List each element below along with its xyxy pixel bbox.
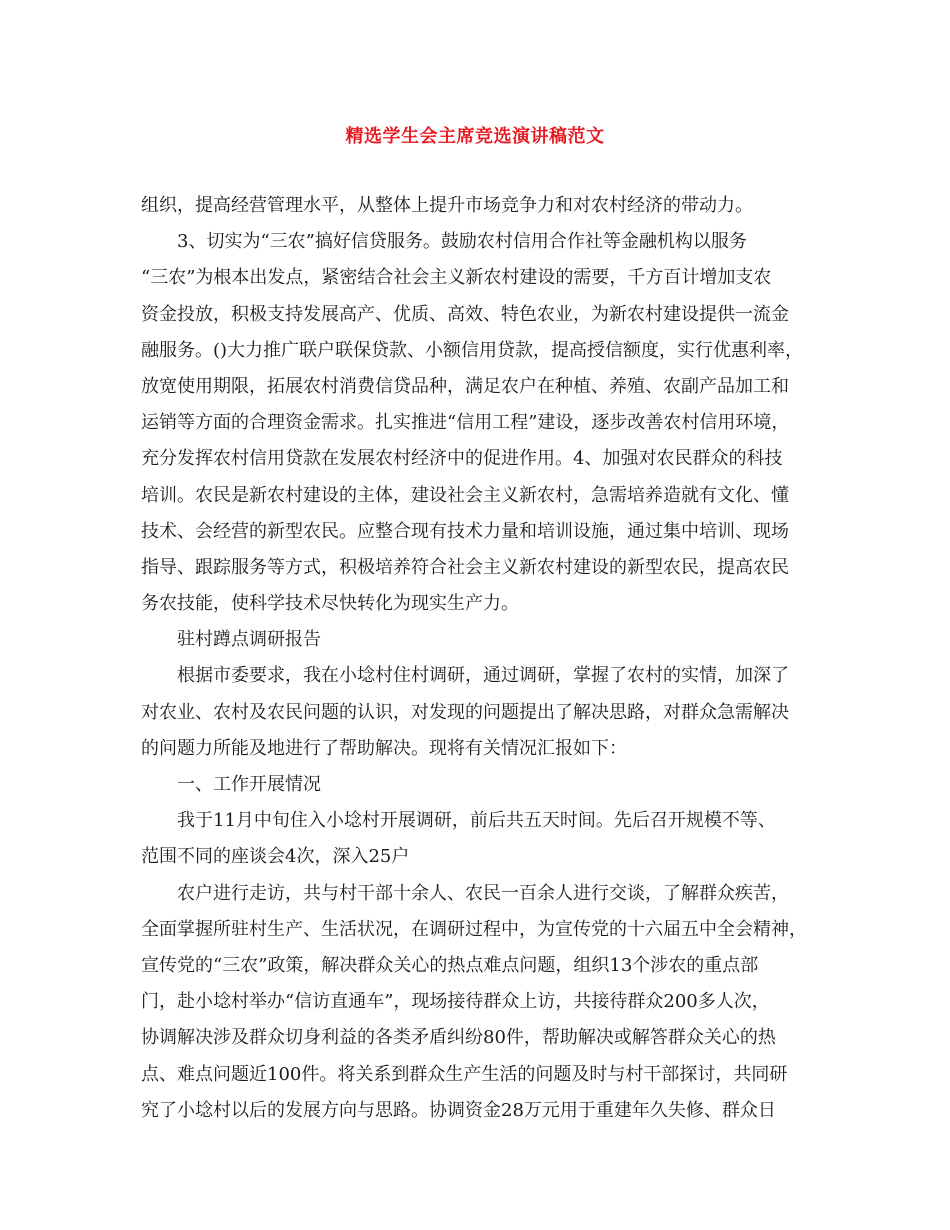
section-heading: 驻村蹲点调研报告 <box>177 629 321 651</box>
text-line: 范围不同的座谈会4次，深入25户 <box>141 846 410 868</box>
text-line: 3、切实为“三农”搞好信贷服务。鼓励农村信用合作社等金融机构以服务 <box>177 231 747 253</box>
text-line: 我于11月中旬住入小埝村开展调研，前后共五天时间。先后召开规模不等、 <box>177 810 776 832</box>
text-line: 门，赴小埝村举办“信访直通车”，现场接待群众上访，共接待群众200多人次， <box>141 991 770 1013</box>
text-line: 融服务。()大力推广联户联保贷款、小额信用贷款，提高授信额度，实行优惠利率， <box>141 339 804 361</box>
text-line: 培训。农民是新农村建设的主体，建设社会主义新农村，急需培养造就有文化、懂 <box>141 484 789 506</box>
text-line: 资金投放，积极支持发展高产、优质、高效、特色农业，为新农村建设提供一流金 <box>141 303 789 325</box>
text-line: 充分发挥农村信用贷款在发展农村经济中的促进作用。4、加强对农民群众的科技 <box>141 448 783 470</box>
text-line: 对农业、农村及农民问题的认识，对发现的问题提出了解决思路，对群众急需解决 <box>141 701 789 723</box>
text-line: 运销等方面的合理资金需求。扎实推进“信用工程”建设，逐步改善农村信用环境， <box>141 412 790 434</box>
text-line: 组织，提高经营管理水平，从整体上提升市场竞争力和对农村经济的带动力。 <box>141 195 753 216</box>
text-line: 点、难点问题近100件。将关系到群众生产生活的问题及时与村干部探讨，共同研 <box>141 1063 788 1085</box>
section-heading: 一、工作开展情况 <box>177 774 321 795</box>
text-line: 宣传党的“三农”政策，解决群众关心的热点难点问题，组织13个涉农的重点部 <box>141 954 759 976</box>
text-line: 指导、跟踪服务等方式，积极培养符合社会主义新农村建设的新型农民，提高农民 <box>141 556 789 578</box>
text-line: 放宽使用期限，拓展农村消费信贷品种，满足农户在种植、养殖、农副产品加工和 <box>141 375 789 397</box>
document-body <box>141 188 819 1129</box>
text-line: 根据市委要求，我在小埝村住村调研，通过调研，掌握了农村的实情，加深了 <box>177 665 789 687</box>
text-line: 务农技能，使科学技术尽快转化为现实生产力。 <box>141 593 519 615</box>
text-line: 全面掌握所驻村生产、生活状况，在调研过程中，为宣传党的十六届五中全会精神， <box>141 918 807 940</box>
text-line: 农户进行走访，共与村干部十余人、农民一百余人进行交谈，了解群众疾苦， <box>177 882 789 904</box>
text-line: 技术、会经营的新型农民。应整合现有技术力量和培训设施，通过集中培训、现场 <box>141 520 789 542</box>
document-title: 精选学生会主席竞选演讲稿范文 <box>345 126 605 147</box>
text-line: 协调解决涉及群众切身利益的各类矛盾纠纷80件，帮助解决或解答群众关心的热 <box>141 1027 776 1049</box>
text-line: 究了小埝村以后的发展方向与思路。协调资金28万元用于重建年久失修、群众日 <box>141 1099 776 1121</box>
text-line: 的问题力所能及地进行了帮助解决。现将有关情况汇报如下： <box>141 737 627 759</box>
text-line: “三农”为根本出发点，紧密结合社会主义新农村建设的需要，千方百计增加支农 <box>141 267 772 289</box>
